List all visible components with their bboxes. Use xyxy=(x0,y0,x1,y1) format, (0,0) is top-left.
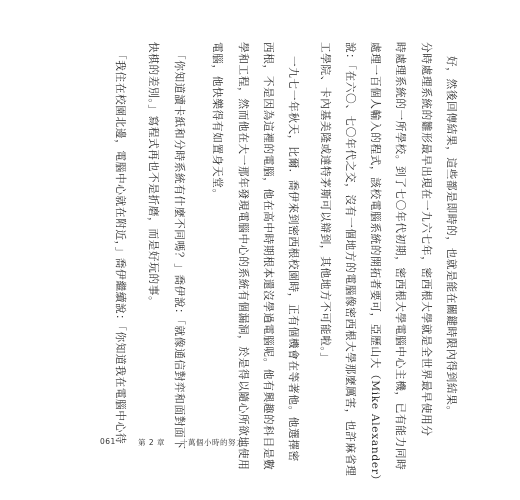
text-column: 說：「在六〇、七〇年代之交，沒有一個地方的電腦像密西根大學那麼厲害，也許麻省理 xyxy=(344,42,356,477)
text-column: 好，然後回傳結果，這些都是即時的，也就是能在關鍵時限內得到結果。 xyxy=(445,56,457,417)
text-column: 西根，不是因為這裡的電腦，他在高中時期根本還沒學過電腦呢。他有興趣的科目是數 xyxy=(262,42,274,471)
chapter-title: 一萬個小時的努力 xyxy=(180,438,244,447)
text-column: 電腦，他快樂得有如置身天堂。 xyxy=(211,42,223,200)
text-column: 「你知道讀卡紙和分時系統有什麼不同嗎？」喬伊說：「就像通信對弈和面對面下 xyxy=(173,49,185,450)
page-number: 061 xyxy=(100,437,116,446)
chapter-label: 第 2 章 xyxy=(138,438,166,447)
text-column: 工學院、卡內基美隆或達特茅斯可以辯到，其他地方不可能啦。」 xyxy=(319,42,331,364)
text-column: 一九七一年秋天，比爾．喬伊來到密西根校園時，正有個機會在等著他。他選擇密 xyxy=(287,56,299,462)
text-column: 時處理系統的一所學校。到了七〇年代初期，密西根大學電腦中心主機，已有能力同時 xyxy=(394,42,406,471)
text-column: 處理一百個人輸入的程式，該校電腦系統的開拓者要可，亞歷山大（Mike Alexander） xyxy=(369,42,381,486)
text-column: 「我住在校園北邊，電腦中心就在附近，」喬伊繼續說：「你知道我在電腦中心待 xyxy=(114,49,126,445)
text-column: 學和工程，然而他在大一那年發現電腦中心的系統有個漏洞，於是得以隨心所欲地使用 xyxy=(237,42,249,471)
text-column: 快棋的差別。」寫程式再也不是折磨，而是好玩的事。 xyxy=(147,42,159,308)
text-column: 分時處理系統的雛形最早出現在一九六七年，密西根大學就是全世界最早使用分 xyxy=(420,42,432,437)
